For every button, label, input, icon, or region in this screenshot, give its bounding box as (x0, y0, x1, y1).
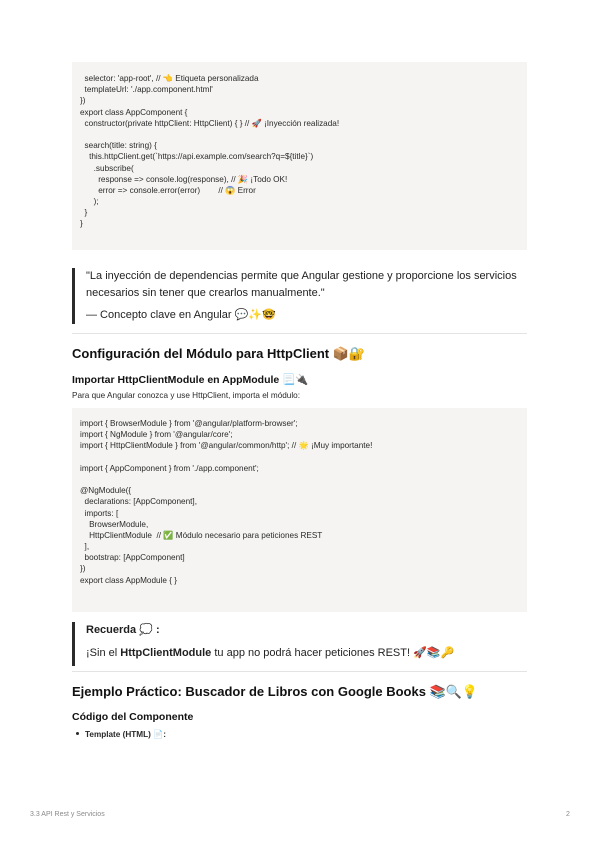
code-line: export class AppModule { } (80, 575, 177, 585)
code-block-app-component (72, 62, 527, 250)
code-line: import { AppComponent } from './app.component'; (80, 463, 259, 473)
code-line: }) (80, 96, 86, 106)
intro-paragraph: Para que Angular conozca y use HttpClient, importa el módulo: (72, 391, 301, 400)
code-line: import { HttpClientModule } from '@angular/common/http'; // 🌟 ¡Muy importante! (80, 441, 373, 451)
code-line: imports: [ (80, 508, 119, 518)
code-line: response => console.log(response), // 🎉 ¡Todo OK! (80, 174, 288, 184)
quote-text: "La inyección de dependencias permite que Angular gestione y proporcione los servicios necesarios sin tener que crearlos manualmente." (86, 270, 517, 299)
page-number: 2 (566, 811, 570, 818)
quote-attribution: — Concepto clave en Angular 💬✨🤓 (86, 309, 276, 321)
code-line: templateUrl: './app.component.html' (80, 85, 213, 95)
code-line: search(title: string) { (80, 141, 157, 151)
code-line: .subscribe( (80, 163, 134, 173)
code-line: ); (80, 197, 99, 207)
code-line: declarations: [AppComponent], (80, 497, 197, 507)
section-heading-example: Ejemplo Práctico: Buscador de Libros con Google Books 📚🔍💡 (72, 684, 479, 699)
code-line (80, 474, 527, 485)
code-line: }) (80, 564, 86, 574)
section-heading-module-config: Configuración del Módulo para HttpClient 📦🔐 (72, 346, 366, 361)
code-line: } (80, 219, 83, 229)
quote-dependency-injection (72, 268, 527, 324)
code-line: import { BrowserModule } from '@angular/platform-browser'; (80, 419, 298, 428)
bullet-icon (76, 732, 79, 735)
code-line: error => console.error(error) // 😱 Error (80, 185, 256, 195)
code-line: bootstrap: [AppComponent] (80, 553, 185, 563)
code-line: export class AppComponent { (80, 107, 188, 117)
code-line: selector: 'app-root', // 👈 Etiqueta personalizada (80, 74, 259, 83)
callout-title: Recuerda 💭 : (86, 624, 160, 636)
footer-title: 3.3 API Rest y Servicios (30, 811, 105, 818)
code-block-app-module (72, 408, 527, 612)
divider (72, 333, 527, 334)
subheading-component-code: Código del Componente (72, 711, 194, 723)
code-line: ], (80, 542, 90, 552)
code-line (80, 129, 527, 140)
callout-remember (72, 622, 527, 666)
callout-text: ¡Sin el HttpClientModule tu app no podrá hacer peticiones REST! 🚀📚🔑 (86, 647, 455, 659)
code-line: this.httpClient.get(`https://api.example.com/search?q=${title}`) (80, 152, 314, 162)
code-line: HttpClientModule // ✅ Módulo necesario para peticiones REST (80, 530, 323, 540)
subheading-import-module: Importar HttpClientModule en AppModule 📃🔌 (72, 374, 309, 386)
list-item: Template (HTML) 📄: (76, 730, 166, 740)
code-line: import { NgModule } from '@angular/core'; (80, 430, 233, 440)
code-line: BrowserModule, (80, 519, 149, 529)
divider (72, 671, 527, 672)
code-line (80, 452, 527, 463)
code-line: } (80, 208, 88, 218)
code-line: @NgModule({ (80, 486, 132, 496)
code-line: constructor(private httpClient: HttpClient) { } // 🚀 ¡Inyección realizada! (80, 118, 340, 128)
